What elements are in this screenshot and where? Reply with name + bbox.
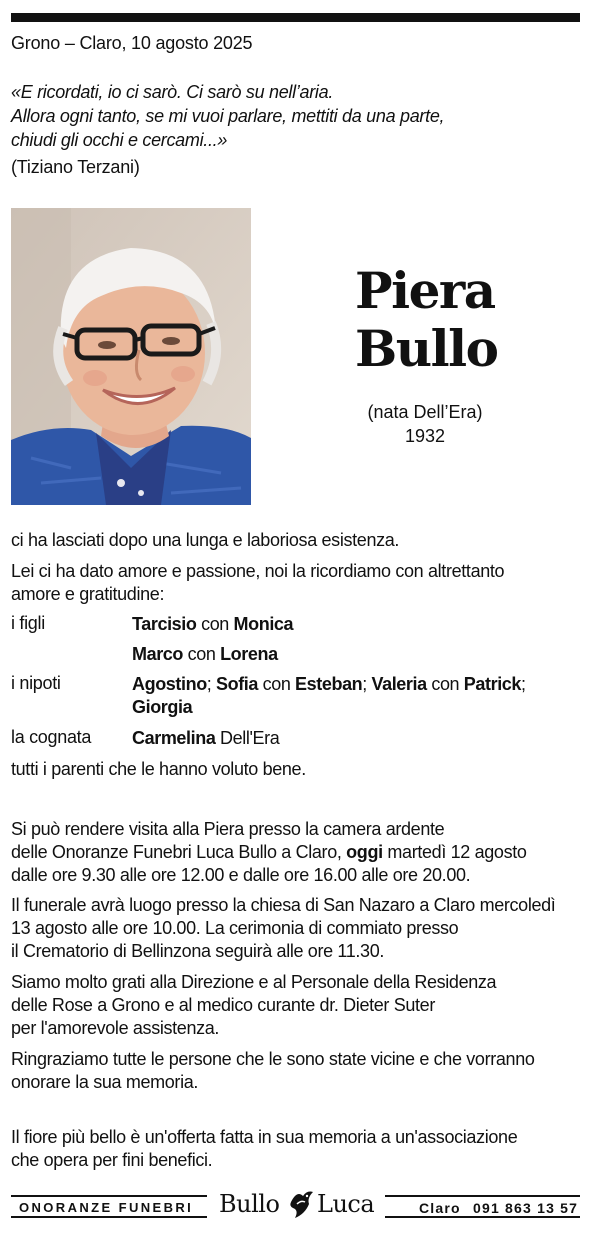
quote-line: chiudi gli occhi e cercami...» (11, 130, 228, 150)
family-conjunction: con (426, 674, 464, 694)
thanks2-line: Ringraziamo tutte le persone che le sono state vicine e che vorranno (11, 1049, 535, 1069)
visit-line: dalle ore 9.30 alle ore 12.00 e dalle ore 16.00 alle ore 20.00. (11, 865, 471, 885)
birth-year: 1932 (404, 426, 446, 446)
quote-author: (Tiziano Terzani) (11, 157, 140, 177)
flowers-line: Il fiore più bello è un'offerta fatta in sua memoria a un'associazione (11, 1127, 518, 1147)
thanks-line: per l'amorevole assistenza. (11, 1018, 220, 1038)
flowers-line: che opera per fini benefici. (11, 1150, 213, 1170)
family-name: Marco (132, 644, 184, 664)
quote-line: «E ricordati, io ci sarò. Ci sarò su nell’aria. (11, 82, 334, 102)
family-separator: ; (521, 674, 526, 694)
birth-details (330, 400, 520, 448)
thanks2-line: onorare la sua memoria. (11, 1072, 199, 1092)
footer-company-label: ONORANZE FUNEBRI (19, 1200, 194, 1215)
family-conjunction: con (196, 614, 234, 634)
intro-line: ci ha lasciati dopo una lunga e laboriosa esistenza. (11, 530, 400, 550)
visit-line: delle Onoranze Funebri Luca Bullo a Claro, oggi martedì 12 agosto (11, 842, 527, 862)
footer-city: Claro (419, 1200, 461, 1216)
family-label-figli: i figli (11, 613, 45, 633)
thanks-line: Siamo molto grati alla Direzione e al Personale della Residenza (11, 972, 497, 992)
family-label-nipoti: i nipoti (11, 673, 61, 693)
funeral-line: 13 agosto alle ore 10.00. La cerimonia di commiato presso (11, 918, 459, 938)
relatives-line: tutti i parenti che le hanno voluto bene. (11, 759, 306, 779)
family-names-cognata (132, 727, 279, 750)
family-name: Lorena (220, 644, 278, 664)
family-name: Agostino (132, 674, 207, 694)
family-names-figli-1 (132, 613, 293, 636)
family-name: Sofia (216, 674, 259, 694)
family-name: Valeria (371, 674, 427, 694)
first-name: Piera (355, 261, 495, 320)
family-name: Monica (233, 614, 294, 634)
intro-line: amore e gratitudine: (11, 584, 165, 604)
family-conjunction: con (183, 644, 221, 664)
company-logo (217, 1188, 377, 1224)
today-highlight: oggi (346, 842, 383, 862)
funeral-line: il Crematorio di Bellinzona seguirà alle ore 11.30. (11, 941, 385, 961)
visit-line: Si può rendere visita alla Piera presso la camera ardente (11, 819, 445, 839)
family-surname: Dell'Era (215, 728, 280, 748)
family-name: Esteban (295, 674, 363, 694)
family-separator: ; (362, 674, 372, 694)
logo-word-luca: Luca (317, 1190, 375, 1218)
family-names-figli-2 (132, 643, 278, 666)
family-separator: ; (206, 674, 216, 694)
family-name: Carmelina (132, 728, 216, 748)
place-date: Grono – Claro, 10 agosto 2025 (11, 33, 253, 53)
family-name: Tarcisio (132, 614, 197, 634)
funeral-line: Il funerale avrà luogo presso la chiesa di San Nazaro a Claro mercoledì (11, 895, 556, 915)
last-name: Bullo (355, 319, 498, 378)
family-label-cognata: la cognata (11, 727, 92, 747)
quote (11, 80, 444, 152)
maiden-name: (nata Dell’Era) (367, 402, 483, 422)
footer-phone: 091 863 13 57 (473, 1200, 579, 1216)
family-names-nipoti (132, 673, 526, 719)
family-name: Patrick (463, 674, 522, 694)
logo-word-bullo: Bullo (219, 1190, 280, 1218)
footer-contact (385, 1197, 580, 1221)
dove-icon (287, 1188, 315, 1222)
thanks-line: delle Rose a Grono e al medico curante dr. Dieter Suter (11, 995, 435, 1015)
family-name: Giorgia (132, 697, 193, 717)
portrait-photo (11, 208, 251, 505)
top-rule (11, 13, 580, 22)
deceased-name (355, 262, 497, 378)
family-conjunction: con (258, 674, 296, 694)
quote-line: Allora ogni tanto, se mi vuoi parlare, mettiti da una parte, (11, 106, 445, 126)
intro-line: Lei ci ha dato amore e passione, noi la ricordiamo con altrettanto (11, 561, 505, 581)
